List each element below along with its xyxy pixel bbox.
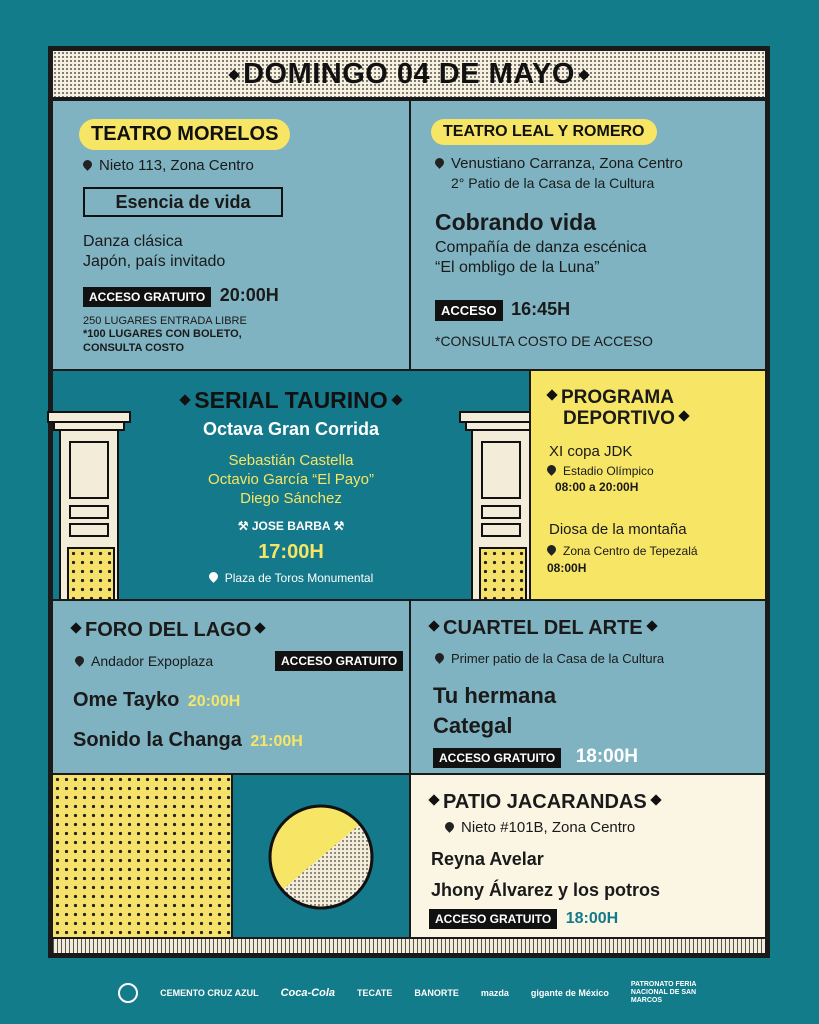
sponsor-bar bbox=[0, 976, 819, 1010]
section-title: FORO DEL LAGO bbox=[67, 619, 269, 642]
bottom-strip-decoration bbox=[51, 937, 767, 955]
ganaderia-logo: ⚒ JOSE BARBA ⚒ bbox=[237, 519, 345, 533]
location-pin-icon bbox=[545, 543, 558, 556]
event-place: Zona Centro de Tepezalá bbox=[547, 544, 698, 558]
act-time: 21:00H bbox=[250, 733, 303, 750]
show-description-1: Compañía de danza escénica bbox=[435, 239, 647, 256]
access-row bbox=[433, 746, 638, 768]
torero-list bbox=[53, 451, 529, 508]
show-description-1: Danza clásica bbox=[83, 233, 183, 250]
show-title: Esencia de vida bbox=[83, 187, 283, 217]
venue-address: Nieto 113, Zona Centro bbox=[83, 157, 254, 174]
note-2: *100 LUGARES CON BOLETO, bbox=[83, 328, 242, 340]
show-description-2: “El ombligo de la Luna” bbox=[435, 259, 600, 276]
event-name: Diosa de la montaña bbox=[549, 521, 687, 538]
circle-decoration-panel bbox=[231, 773, 411, 939]
torero-name: Octavio García “El Payo” bbox=[208, 471, 374, 488]
access-row bbox=[429, 909, 618, 929]
half-circle-decoration bbox=[257, 803, 385, 911]
access-note: *CONSULTA COSTO DE ACCESO bbox=[435, 333, 653, 349]
section-title: PROGRAMA DEPORTIVO bbox=[543, 387, 693, 429]
venue-address: Primer patio de la Casa de la Cultura bbox=[435, 651, 664, 666]
section-title: SERIAL TAURINO bbox=[53, 387, 529, 414]
location-pin-icon bbox=[73, 654, 86, 667]
event-time: 08:00 a 20:00H bbox=[555, 480, 639, 494]
act-name: Tu hermana bbox=[433, 683, 557, 708]
show-time: 20:00H bbox=[219, 285, 279, 305]
act-row bbox=[73, 729, 303, 752]
access-badge: ACCESO GRATUITO bbox=[275, 651, 403, 671]
foro-del-lago-panel bbox=[51, 599, 411, 775]
show-description-2: Japón, país invitado bbox=[83, 253, 226, 270]
sponsor-logo: mazda bbox=[480, 988, 509, 998]
location-pin-icon bbox=[433, 651, 446, 664]
location-pin-icon bbox=[207, 570, 220, 583]
show-time: 16:45H bbox=[511, 299, 571, 319]
location-pin-icon bbox=[433, 156, 446, 169]
patio-jacarandas-panel bbox=[409, 773, 767, 939]
act-time: 18:00H bbox=[575, 746, 639, 767]
note-3: CONSULTA COSTO bbox=[83, 342, 185, 354]
event-subtitle: Octava Gran Corrida bbox=[202, 419, 380, 439]
act-name: Jhony Álvarez y los potros bbox=[431, 880, 661, 900]
sponsor-logo: CEMENTO CRUZ AZUL bbox=[160, 988, 259, 998]
teatro-morelos-panel bbox=[51, 99, 411, 371]
venue-address-2: 2° Patio de la Casa de la Cultura bbox=[451, 175, 655, 191]
event-place: Plaza de Toros Monumental bbox=[53, 571, 529, 585]
act-name: Sonido la Changa bbox=[73, 729, 242, 751]
act-time: 20:00H bbox=[187, 693, 241, 710]
location-pin-icon bbox=[443, 820, 456, 833]
note-1: 250 LUGARES ENTRADA LIBRE bbox=[83, 315, 247, 327]
cuartel-del-arte-panel bbox=[409, 599, 767, 775]
sponsor-logo: BANORTE bbox=[414, 988, 459, 998]
act-time: 18:00H bbox=[565, 910, 619, 927]
date-header bbox=[51, 49, 767, 99]
sponsor-logo: PATRONATO FERIA NACIONAL DE SAN MARCOS bbox=[630, 981, 697, 1004]
sponsor-logo: TECATE bbox=[357, 988, 393, 998]
event-time: 17:00H bbox=[258, 541, 324, 563]
poster-frame bbox=[48, 46, 770, 958]
access-row bbox=[83, 285, 279, 307]
serial-taurino-panel bbox=[51, 369, 531, 601]
venue-address: Andador Expoplaza bbox=[75, 653, 213, 669]
event-time: 08:00H bbox=[547, 561, 587, 575]
venue-address: Venustiano Carranza, Zona Centro bbox=[435, 155, 683, 172]
show-title: Cobrando vida bbox=[435, 209, 597, 235]
torero-name: Diego Sánchez bbox=[240, 490, 342, 507]
dotted-decoration bbox=[51, 773, 233, 939]
seal-logo-icon bbox=[118, 983, 138, 1003]
programa-deportivo-panel bbox=[529, 369, 767, 601]
page-title: DOMINGO 04 DE MAYO bbox=[225, 58, 593, 91]
torero-name: Sebastián Castella bbox=[228, 452, 354, 469]
sponsor-logo: gigante de México bbox=[530, 988, 609, 998]
venue-address: Nieto #101B, Zona Centro bbox=[445, 819, 635, 836]
access-badge: ACCESO bbox=[435, 300, 503, 321]
section-title: CUARTEL DEL ARTE bbox=[425, 617, 661, 640]
event-name: XI copa JDK bbox=[549, 443, 633, 460]
access-badge: ACCESO GRATUITO bbox=[429, 909, 557, 929]
access-badge: ACCESO GRATUITO bbox=[433, 748, 561, 768]
sponsor-logo: Coca-Cola bbox=[280, 987, 335, 999]
teatro-leal-panel bbox=[409, 99, 767, 371]
access-row bbox=[435, 299, 570, 321]
access-badge: ACCESO GRATUITO bbox=[83, 287, 211, 307]
act-name: Reyna Avelar bbox=[431, 849, 544, 869]
act-name: Categal bbox=[433, 713, 513, 738]
act-name: Ome Tayko bbox=[73, 689, 180, 711]
act-row bbox=[73, 689, 240, 712]
venue-name: TEATRO MORELOS bbox=[79, 119, 290, 150]
event-place: Estadio Olímpico bbox=[547, 464, 654, 478]
section-title: PATIO JACARANDAS bbox=[425, 791, 665, 814]
location-pin-icon bbox=[545, 463, 558, 476]
venue-name: TEATRO LEAL Y ROMERO bbox=[431, 119, 657, 145]
location-pin-icon bbox=[81, 158, 94, 171]
